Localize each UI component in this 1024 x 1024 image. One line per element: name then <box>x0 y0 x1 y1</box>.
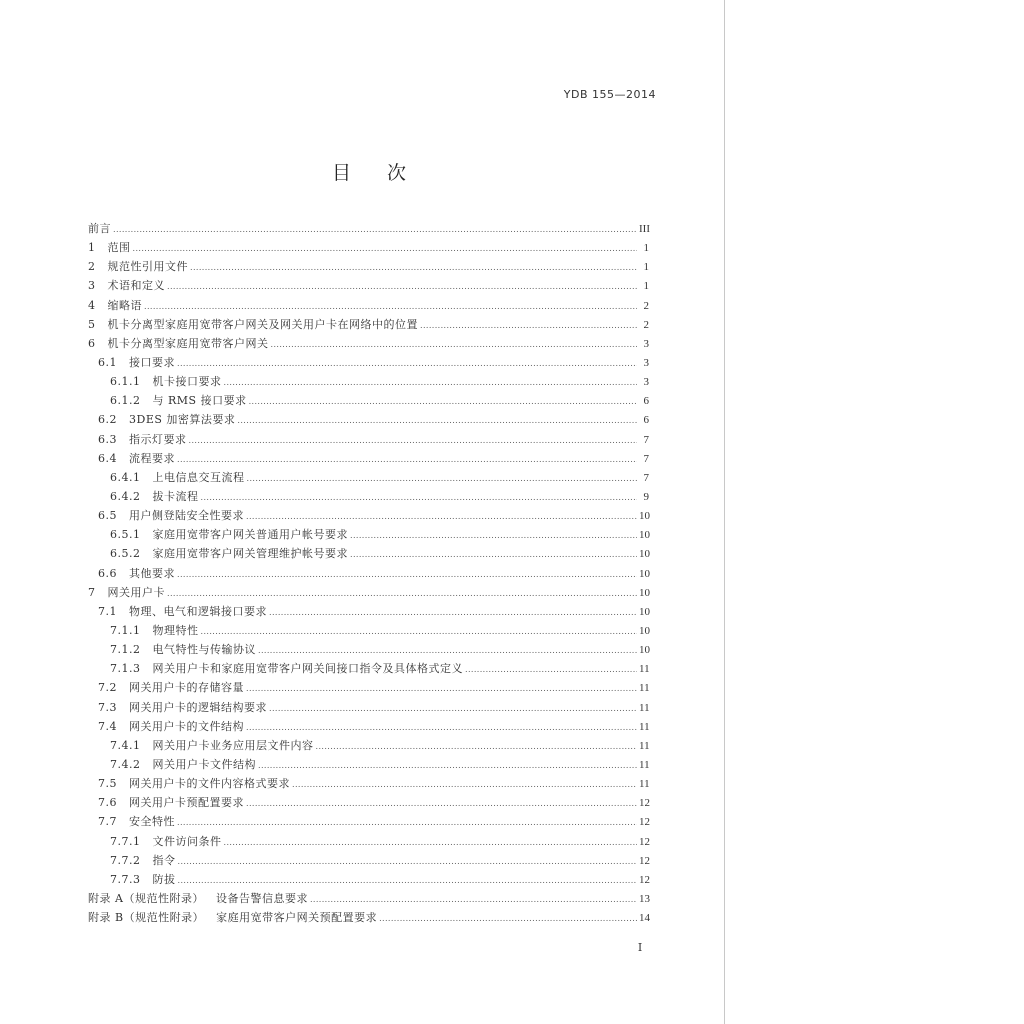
toc-entry-number: 7.5 <box>98 777 117 791</box>
toc-entry-number: 6.5.1 <box>110 528 141 542</box>
toc-leader-dots <box>292 775 637 794</box>
toc-entry-number: 6.4.1 <box>110 470 141 484</box>
toc-entry-title: 其他要求 <box>129 566 175 580</box>
toc-entry-title: 电气特性与传输协议 <box>152 643 256 657</box>
toc-entry[interactable] <box>88 583 649 602</box>
toc-entry-title: 物理特性 <box>152 623 199 637</box>
toc-entry-title: 家庭用宽带客户网关管理维护帐号要求 <box>152 547 348 561</box>
toc-entry[interactable] <box>88 908 649 927</box>
toc-entry-title: 家庭用宽带客户网关普通用户帐号要求 <box>152 528 348 542</box>
toc-entry[interactable] <box>88 889 649 908</box>
toc-entry[interactable] <box>88 296 649 315</box>
toc-entry-title: 网关用户卡 <box>107 585 165 599</box>
toc-entry-page: 1 <box>643 261 649 274</box>
toc-leader-dots <box>224 373 638 392</box>
toc-entry-page: 10 <box>639 605 650 618</box>
blank-page-area <box>725 0 1024 1024</box>
toc-entry[interactable] <box>88 832 649 851</box>
toc-entry[interactable] <box>88 276 649 295</box>
toc-leader-dots <box>249 392 637 411</box>
toc-entry-title: 防拔 <box>152 872 176 886</box>
toc-entry[interactable] <box>88 564 649 583</box>
toc-entry-title: 网关用户卡预配置要求 <box>129 796 244 810</box>
toc-entry-page: 11 <box>639 701 650 714</box>
toc-entry-number: 7.7.2 <box>110 853 141 867</box>
toc-leader-dots <box>178 852 638 871</box>
toc-leader-dots <box>224 833 638 852</box>
toc-entry-title: 3DES 加密算法要求 <box>129 413 236 427</box>
toc-entry-number: 5 <box>88 317 96 331</box>
toc-entry-title: 网关用户卡的文件内容格式要求 <box>129 777 290 791</box>
toc-entry-page: 10 <box>639 586 650 599</box>
toc-entry-title: 网关用户卡的存储容量 <box>129 681 244 695</box>
toc-entry[interactable] <box>88 736 649 755</box>
toc-entry-title: 设备告警信息要求 <box>215 891 308 905</box>
toc-entry-number: 7.3 <box>98 700 117 714</box>
toc-entry-page: 10 <box>639 529 650 542</box>
toc-leader-dots <box>269 603 637 622</box>
toc-entry[interactable] <box>88 238 649 257</box>
toc-leader-dots <box>237 411 637 430</box>
toc-entry-number: 4 <box>88 298 96 312</box>
toc-entry-page: 11 <box>639 663 650 676</box>
toc-entry[interactable] <box>88 391 649 410</box>
toc-entry[interactable] <box>88 678 649 697</box>
toc-entry-number: 附录 A（规范性附录） <box>88 891 204 905</box>
toc-entry-title: 范围 <box>107 241 131 255</box>
toc-title <box>0 158 740 185</box>
toc-entry-page: 11 <box>639 778 650 791</box>
toc-entry-number: 7.1.3 <box>110 662 141 676</box>
toc-entry-title: 与 RMS 接口要求 <box>152 394 247 408</box>
toc-entry[interactable] <box>88 812 649 831</box>
toc-leader-dots <box>246 679 637 698</box>
toc-entry-number: 7.1.1 <box>110 623 141 637</box>
toc-entry-number: 6.2 <box>98 413 117 427</box>
toc-entry-title: 网关用户卡的文件结构 <box>129 719 244 733</box>
toc-leader-dots <box>177 813 637 832</box>
toc-entry[interactable] <box>88 372 649 391</box>
toc-leader-dots <box>269 699 637 718</box>
toc-title-part2: 次 <box>387 162 409 184</box>
toc-entry-page: 14 <box>639 912 650 925</box>
toc-entry-title: 规范性引用文件 <box>107 260 188 274</box>
toc-entry[interactable] <box>88 525 649 544</box>
toc-entry[interactable] <box>88 449 649 468</box>
toc-entry[interactable] <box>88 793 649 812</box>
toc-entry-title: 安全特性 <box>129 815 175 829</box>
toc-leader-dots <box>177 450 637 469</box>
toc-leader-dots <box>247 469 638 488</box>
toc-entry-page: 11 <box>639 758 650 771</box>
toc-entry-page: 10 <box>639 644 650 657</box>
toc-entry[interactable] <box>88 410 649 429</box>
toc-leader-dots <box>465 660 637 679</box>
toc-entry-number: 6.4 <box>98 451 117 465</box>
toc-leader-dots <box>144 297 637 316</box>
toc-leader-dots <box>258 641 637 660</box>
toc-entry-title: 前言 <box>88 222 111 235</box>
toc-leader-dots <box>201 622 638 641</box>
toc-entry-number: 7.4.1 <box>110 738 141 752</box>
toc-entry-page: 10 <box>639 567 650 580</box>
toc-entry-title: 家庭用宽带客户网关预配置要求 <box>216 911 378 925</box>
toc-entry-page: 7 <box>643 452 649 465</box>
toc-title-part1: 目 <box>331 162 353 184</box>
toc-entry-number: 附录 B（规范性附录） <box>88 911 205 925</box>
toc-leader-dots <box>133 239 638 258</box>
toc-entry-page: 11 <box>639 720 650 733</box>
toc-entry-page: 12 <box>639 835 650 848</box>
toc-entry-number: 6.6 <box>98 566 117 580</box>
toc-entry[interactable] <box>88 774 649 793</box>
toc-entry-title: 术语和定义 <box>107 279 165 293</box>
toc-entry-number: 6.1.2 <box>110 394 141 408</box>
page-number: I <box>637 941 643 954</box>
toc-entry-number: 7.6 <box>98 796 117 810</box>
table-of-contents <box>88 219 649 927</box>
toc-entry-number: 6.5 <box>98 509 117 523</box>
toc-entry-number: 7.2 <box>98 681 117 695</box>
toc-entry-page: 11 <box>639 682 650 695</box>
toc-entry-page: 9 <box>643 490 649 503</box>
toc-entry-number: 3 <box>88 279 96 293</box>
toc-entry[interactable] <box>88 468 649 487</box>
toc-leader-dots <box>316 737 638 756</box>
toc-entry[interactable] <box>88 430 649 449</box>
toc-entry[interactable] <box>88 621 649 640</box>
toc-leader-dots <box>167 584 637 603</box>
toc-entry[interactable] <box>88 602 649 621</box>
toc-entry[interactable] <box>88 870 649 889</box>
toc-entry-title: 拔卡流程 <box>152 489 199 503</box>
toc-leader-dots <box>246 718 637 737</box>
toc-leader-dots <box>177 565 637 584</box>
toc-entry-title: 物理、电气和逻辑接口要求 <box>129 604 267 618</box>
toc-entry-title: 流程要求 <box>129 451 175 465</box>
toc-entry-number: 7.1.2 <box>110 643 141 657</box>
toc-entry-title: 文件访问条件 <box>152 834 222 848</box>
toc-entry-page: 7 <box>643 471 649 484</box>
toc-leader-dots <box>258 756 637 775</box>
toc-entry-page: 6 <box>643 395 649 408</box>
toc-entry-page: 10 <box>639 624 650 637</box>
toc-entry-number: 7.7 <box>98 815 117 829</box>
toc-entry[interactable] <box>88 219 649 238</box>
toc-entry-number: 6.5.2 <box>110 547 141 561</box>
toc-entry[interactable] <box>88 257 649 276</box>
toc-entry-page: 11 <box>639 739 650 752</box>
toc-entry-title: 用户侧登陆安全性要求 <box>129 509 244 523</box>
toc-entry-page: 12 <box>639 873 650 886</box>
toc-entry[interactable] <box>88 851 649 870</box>
toc-entry[interactable] <box>88 544 649 563</box>
toc-entry-title: 机卡分离型家庭用宽带客户网关及网关用户卡在网络中的位置 <box>107 317 418 331</box>
toc-entry-title: 网关用户卡的逻辑结构要求 <box>129 700 267 714</box>
toc-leader-dots <box>189 431 638 450</box>
toc-entry-page: 3 <box>643 376 649 389</box>
toc-entry-number: 7.4.2 <box>110 757 141 771</box>
toc-entry-title: 网关用户卡业务应用层文件内容 <box>152 738 314 752</box>
toc-leader-dots <box>177 354 637 373</box>
toc-entry-page: 13 <box>639 892 650 905</box>
toc-leader-dots <box>379 909 637 928</box>
toc-entry-number: 1 <box>88 241 96 255</box>
toc-entry-page: 10 <box>639 510 650 523</box>
toc-leader-dots <box>201 488 638 507</box>
toc-entry-page: 12 <box>639 854 650 867</box>
toc-entry-number: 6.1 <box>98 355 117 369</box>
toc-leader-dots <box>178 871 638 890</box>
toc-entry-number: 7.7.1 <box>110 834 141 848</box>
toc-entry-number: 7.7.3 <box>110 872 141 886</box>
toc-leader-dots <box>167 277 637 296</box>
toc-entry[interactable] <box>88 659 649 678</box>
toc-entry-page: 2 <box>643 318 649 331</box>
toc-entry-page: 2 <box>643 299 649 312</box>
toc-entry-number: 7.4 <box>98 719 117 733</box>
toc-entry-title: 机卡分离型家庭用宽带客户网关 <box>107 336 269 350</box>
toc-entry-title: 缩略语 <box>107 298 142 312</box>
toc-leader-dots <box>350 526 637 545</box>
toc-entry-number: 6 <box>88 336 96 350</box>
toc-entry-page: 12 <box>639 816 650 829</box>
toc-entry-number: 7 <box>88 585 96 599</box>
toc-leader-dots <box>190 258 637 277</box>
toc-entry[interactable] <box>88 487 649 506</box>
toc-leader-dots <box>350 545 637 564</box>
toc-entry[interactable] <box>88 315 649 334</box>
toc-entry-page: 3 <box>643 337 649 350</box>
toc-entry-page: 1 <box>643 242 649 255</box>
toc-leader-dots <box>246 507 637 526</box>
toc-entry[interactable] <box>88 717 649 736</box>
toc-entry[interactable] <box>88 353 649 372</box>
toc-leader-dots <box>420 316 637 335</box>
toc-entry-title: 上电信息交互流程 <box>152 470 245 484</box>
toc-entry-number: 6.4.2 <box>110 489 141 503</box>
toc-leader-dots <box>246 794 637 813</box>
toc-entry-number: 7.1 <box>98 604 117 618</box>
toc-entry-number: 6.3 <box>98 432 117 446</box>
toc-entry[interactable] <box>88 698 649 717</box>
toc-entry-page: 12 <box>639 797 650 810</box>
toc-entry-title: 机卡接口要求 <box>152 375 222 389</box>
toc-entry[interactable] <box>88 334 649 353</box>
toc-entry[interactable] <box>88 506 649 525</box>
toc-leader-dots <box>310 890 637 909</box>
toc-entry-page: 3 <box>643 356 649 369</box>
toc-entry-title: 指示灯要求 <box>129 432 187 446</box>
toc-leader-dots <box>113 220 637 239</box>
toc-entry-title: 指令 <box>152 853 176 867</box>
toc-entry-title: 接口要求 <box>129 355 175 369</box>
toc-entry-number: 6.1.1 <box>110 375 141 389</box>
toc-entry-page: 6 <box>643 414 649 427</box>
toc-entry[interactable] <box>88 755 649 774</box>
toc-entry-page: 1 <box>643 280 649 293</box>
toc-leader-dots <box>271 335 638 354</box>
toc-entry-title: 网关用户卡文件结构 <box>152 757 256 771</box>
document-code: YDB 155—2014 <box>563 88 656 101</box>
toc-entry-number: 2 <box>88 260 96 274</box>
toc-entry-title: 网关用户卡和家庭用宽带客户网关间接口指令及具体格式定义 <box>152 662 463 676</box>
toc-entry[interactable] <box>88 640 649 659</box>
toc-entry-page: 7 <box>643 433 649 446</box>
toc-entry-page: 10 <box>639 548 650 561</box>
toc-entry-page: III <box>639 223 650 235</box>
